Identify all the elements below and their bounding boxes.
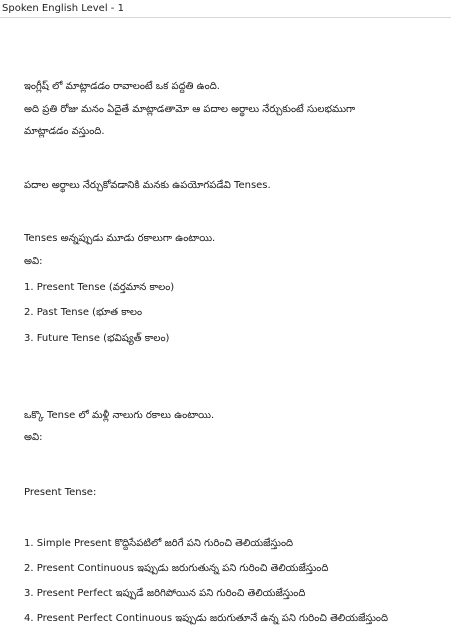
present-list-item-2: 2. Present Continuous ఇప్పుడు జరుగుతున్న పని గురించి తెలియజేస్తుంది	[24, 563, 329, 574]
intro-line-1: ఇంగ్లీష్ లో మాట్లాడడం రావాలంటే ఒక పద్దతి ఉంది.	[24, 81, 220, 92]
avi-label-1: అవి:	[24, 256, 43, 267]
document-title-bar	[0, 0, 451, 18]
intro-line-2: అది ప్రతి రోజు మనం ఏదైతే మాట్లాడతామో ఆ పదాల అర్థాలు నేర్చుకుంటే సులభముగా	[24, 104, 356, 115]
present-list-item-1: 1. Simple Present కొద్దిసేపటిలో జరిగే పని గురించి తెలియజేస్తుంది	[24, 538, 294, 549]
present-tense-heading: Present Tense:	[24, 487, 97, 498]
avi-label-2: అవి:	[24, 432, 43, 443]
document-title: Spoken English Level - 1	[2, 3, 124, 14]
sub-types-line: ఒక్కొ Tense లో మళ్లీ నాలుగు రకాలు ఉంటాయి.	[24, 410, 215, 421]
list-item-past-tense: 2. Past Tense (భూత కాలం	[24, 307, 143, 318]
intro-line-3: మాట్లాడడం వస్తుంది.	[24, 126, 105, 137]
tenses-intro: పదాల అర్థాలు నేర్చుకోవడానికి మనకు ఉపయోగపడేవి Tenses.	[24, 180, 271, 191]
list-item-present-tense: 1. Present Tense (వర్తమాన కాలం)	[24, 282, 175, 293]
tenses-types-line: Tenses అన్నప్పుడు మూడు రకాలుగా ఉంటాయి.	[24, 233, 216, 244]
present-list-item-3: 3. Present Perfect ఇప్పుడే జరిగిపోయిన పని గురించి తెలియజేస్తుంది	[24, 588, 306, 599]
list-item-future-tense: 3. Future Tense (భవిష్యత్ కాలం)	[24, 333, 170, 344]
present-list-item-4: 4. Present Perfect Continuous ఇప్పుడు జరుగుతూనే ఉన్న పని గురించి తెలియజేస్తుంది	[24, 613, 389, 624]
